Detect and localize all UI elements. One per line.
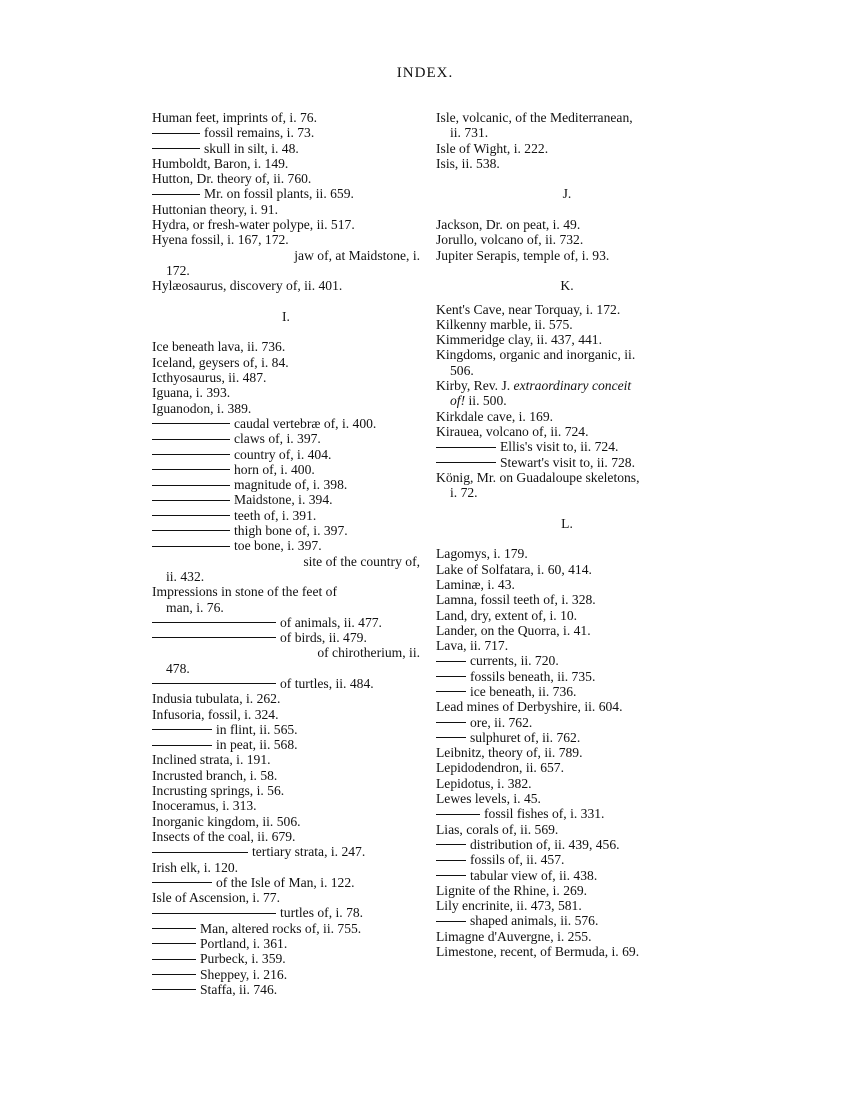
index-entry-continued: 172. [166, 262, 190, 278]
index-entry: Portland, i. 361. [152, 936, 420, 951]
index-entry: Lepidotus, i. 382. [436, 775, 532, 791]
index-entry: Iguana, i. 393. [152, 385, 231, 401]
ditto-rule [436, 722, 466, 723]
index-entry: Ellis's visit to, ii. 724. [436, 439, 698, 454]
index-entry: Limestone, recent, of Bermuda, i. 69. [436, 944, 640, 960]
ditto-rule [152, 852, 248, 853]
index-entry: Impressions in stone of the feet of [152, 584, 337, 600]
ditto-rule [152, 248, 248, 262]
ditto-rule [152, 439, 230, 440]
index-entry: Kilkenny marble, ii. 575. [436, 316, 573, 332]
ditto-rule [436, 691, 466, 692]
index-entry: claws of, i. 397. [152, 431, 420, 446]
index-entry: ice beneath, ii. 736. [436, 684, 698, 699]
ditto-rule [152, 637, 276, 638]
index-entry: Mr. on fossil plants, ii. 659. [152, 186, 420, 201]
index-entry: Laminæ, i. 43. [436, 576, 515, 592]
ditto-rule [436, 875, 466, 876]
index-entry: Hyena fossil, i. 167, 172. [152, 232, 289, 248]
index-entry: in peat, ii. 568. [152, 737, 420, 752]
index-entry: Humboldt, Baron, i. 149. [152, 155, 289, 171]
ditto-rule [152, 148, 200, 149]
index-entry: fossils of, ii. 457. [436, 852, 698, 867]
index-entry: Incrusting springs, i. 56. [152, 783, 285, 799]
index-entry: Lias, corals of, ii. 569. [436, 821, 559, 837]
index-entry-continued: 506. [450, 362, 474, 378]
index-entry: Jackson, Dr. on peat, i. 49. [436, 217, 581, 233]
index-entry: Ice beneath lava, ii. 736. [152, 339, 286, 355]
ditto-rule [152, 645, 276, 659]
index-entry: Indusia tubulata, i. 262. [152, 691, 281, 707]
index-entry: horn of, i. 400. [152, 462, 420, 477]
index-entry: Lagomys, i. 179. [436, 546, 528, 562]
index-entry: skull in silt, i. 48. [152, 141, 420, 156]
index-entry: Kirby, Rev. J. extraordinary conceit [436, 378, 632, 394]
index-entry: Lignite of the Rhine, i. 269. [436, 882, 588, 898]
section-heading-j: J. [562, 186, 572, 202]
ditto-rule [152, 989, 196, 990]
index-entry-continued: ii. 432. [166, 568, 205, 584]
index-entry: Human feet, imprints of, i. 76. [152, 110, 317, 125]
index-entry: Lamna, fossil teeth of, i. 328. [436, 592, 596, 608]
index-entry: Lewes levels, i. 45. [436, 791, 541, 807]
index-entry: Lake of Solfatara, i. 60, 414. [436, 561, 592, 577]
index-entry-continued: of! ii. 500. [450, 393, 507, 409]
ditto-rule [152, 454, 230, 455]
index-entry: jaw of, at Maidstone, i. [152, 248, 420, 263]
ditto-rule [152, 745, 212, 746]
ditto-rule [152, 423, 230, 424]
ditto-rule [152, 974, 196, 975]
ditto-rule [152, 546, 230, 547]
index-entry: Icthyosaurus, ii. 487. [152, 370, 267, 386]
index-entry: Jorullo, volcano of, ii. 732. [436, 232, 584, 248]
index-entry: turtles of, i. 78. [152, 905, 420, 920]
index-entry: Inoceramus, i. 313. [152, 798, 257, 814]
index-entry: Kirkdale cave, i. 169. [436, 408, 554, 424]
index-entry: König, Mr. on Guadaloupe skeletons, [436, 469, 640, 485]
ditto-rule [436, 844, 466, 845]
index-entry: Isle, volcanic, of the Mediterranean, [436, 110, 633, 125]
index-entry: of chirotherium, ii. [152, 645, 420, 660]
index-entry-continued: man, i. 76. [166, 599, 224, 615]
ditto-rule [152, 683, 276, 684]
index-entry: tabular view of, ii. 438. [436, 868, 698, 883]
index-entry: Sheppey, i. 216. [152, 967, 420, 982]
index-entry: Isle of Wight, i. 222. [436, 140, 549, 156]
index-entry-continued: i. 72. [450, 485, 478, 501]
index-entry: thigh bone of, i. 397. [152, 523, 420, 538]
index-entry: Staffa, ii. 746. [152, 982, 420, 997]
index-entry: ore, ii. 762. [436, 715, 698, 730]
index-entry: of animals, ii. 477. [152, 615, 420, 630]
ditto-rule [436, 921, 466, 922]
index-entry: Insects of the coal, ii. 679. [152, 828, 296, 844]
ditto-rule [152, 928, 196, 929]
index-entry: Incrusted branch, i. 58. [152, 767, 278, 783]
index-column-left [152, 110, 420, 997]
index-entry: in flint, ii. 565. [152, 722, 420, 737]
ditto-rule [152, 500, 230, 501]
index-entry: tertiary strata, i. 247. [152, 844, 420, 859]
index-entry: Lepidodendron, ii. 657. [436, 760, 564, 776]
index-entry: Lava, ii. 717. [436, 638, 509, 654]
ditto-rule [152, 959, 196, 960]
index-entry: Isle of Ascension, i. 77. [152, 890, 280, 906]
ditto-rule [436, 447, 496, 448]
ditto-rule [436, 737, 466, 738]
index-entry: Hylæosaurus, discovery of, ii. 401. [152, 278, 343, 294]
ditto-rule [152, 622, 276, 623]
ditto-rule [152, 530, 230, 531]
index-entry: currents, ii. 720. [436, 653, 698, 668]
ditto-rule [152, 913, 276, 914]
index-column-right [436, 110, 698, 959]
page-title: INDEX. [396, 65, 454, 81]
index-entry: Lander, on the Quorra, i. 41. [436, 622, 591, 638]
index-entry: Lead mines of Derbyshire, ii. 604. [436, 699, 623, 715]
index-entry: Leibnitz, theory of, ii. 789. [436, 745, 583, 761]
index-entry-continued: ii. 731. [450, 125, 489, 141]
index-entry: country of, i. 404. [152, 447, 420, 462]
index-entry: of turtles, ii. 484. [152, 676, 420, 691]
index-entry: Kimmeridge clay, ii. 437, 441. [436, 332, 602, 348]
index-entry: Hutton, Dr. theory of, ii. 760. [152, 171, 312, 187]
index-entry: Stewart's visit to, ii. 728. [436, 455, 698, 470]
ditto-rule [152, 133, 200, 134]
index-entry: Lily encrinite, ii. 473, 581. [436, 898, 582, 914]
index-entry: caudal vertebræ of, i. 400. [152, 416, 420, 431]
index-entry: Hydra, or fresh-water polype, ii. 517. [152, 217, 355, 233]
index-entry: Iceland, geysers of, i. 84. [152, 354, 289, 370]
index-entry: fossil fishes of, i. 331. [436, 806, 698, 821]
index-entry: Inclined strata, i. 191. [152, 752, 271, 768]
index-entry: Jupiter Serapis, temple of, i. 93. [436, 247, 610, 263]
index-entry: Limagne d'Auvergne, i. 255. [436, 928, 592, 944]
ditto-rule [152, 515, 230, 516]
index-entry: Inorganic kingdom, ii. 506. [152, 813, 301, 829]
index-entry: Maidstone, i. 394. [152, 492, 420, 507]
index-entry: Kirauea, volcano of, ii. 724. [436, 423, 589, 439]
index-entry: shaped animals, ii. 576. [436, 913, 698, 928]
ditto-rule [152, 469, 230, 470]
ditto-rule [436, 860, 466, 861]
index-entry-continued: 478. [166, 660, 190, 676]
index-entry: fossil remains, i. 73. [152, 125, 420, 140]
index-entry: Iguanodon, i. 389. [152, 400, 252, 416]
section-heading-k: K. [560, 278, 574, 294]
ditto-rule [152, 882, 212, 883]
index-entry: Purbeck, i. 359. [152, 951, 420, 966]
index-entry: Kingdoms, organic and inorganic, ii. [436, 347, 636, 363]
index-entry: of the Isle of Man, i. 122. [152, 875, 420, 890]
ditto-rule [436, 814, 480, 815]
ditto-rule [152, 485, 230, 486]
section-heading-i: I. [282, 308, 290, 324]
index-entry: Kent's Cave, near Torquay, i. 172. [436, 301, 621, 317]
index-entry: teeth of, i. 391. [152, 508, 420, 523]
ditto-rule [436, 661, 466, 662]
index-entry: Land, dry, extent of, i. 10. [436, 607, 578, 623]
index-entry: sulphuret of, ii. 762. [436, 730, 698, 745]
index-entry: site of the country of, [152, 554, 420, 569]
index-entry: Isis, ii. 538. [436, 155, 500, 171]
ditto-rule [436, 676, 466, 677]
index-entry: Irish elk, i. 120. [152, 859, 239, 875]
ditto-rule [152, 729, 212, 730]
ditto-rule [152, 194, 200, 195]
index-entry: distribution of, ii. 439, 456. [436, 837, 698, 852]
ditto-rule [152, 554, 230, 568]
index-entry: toe bone, i. 397. [152, 538, 420, 553]
ditto-rule [152, 943, 196, 944]
ditto-rule [436, 462, 496, 463]
index-entry: of birds, ii. 479. [152, 630, 420, 645]
index-entry: magnitude of, i. 398. [152, 477, 420, 492]
index-entry: fossils beneath, ii. 735. [436, 669, 698, 684]
index-entry: Infusoria, fossil, i. 324. [152, 706, 279, 722]
section-heading-l: L. [561, 515, 573, 531]
index-entry: Man, altered rocks of, ii. 755. [152, 921, 420, 936]
index-entry: Huttonian theory, i. 91. [152, 201, 278, 217]
